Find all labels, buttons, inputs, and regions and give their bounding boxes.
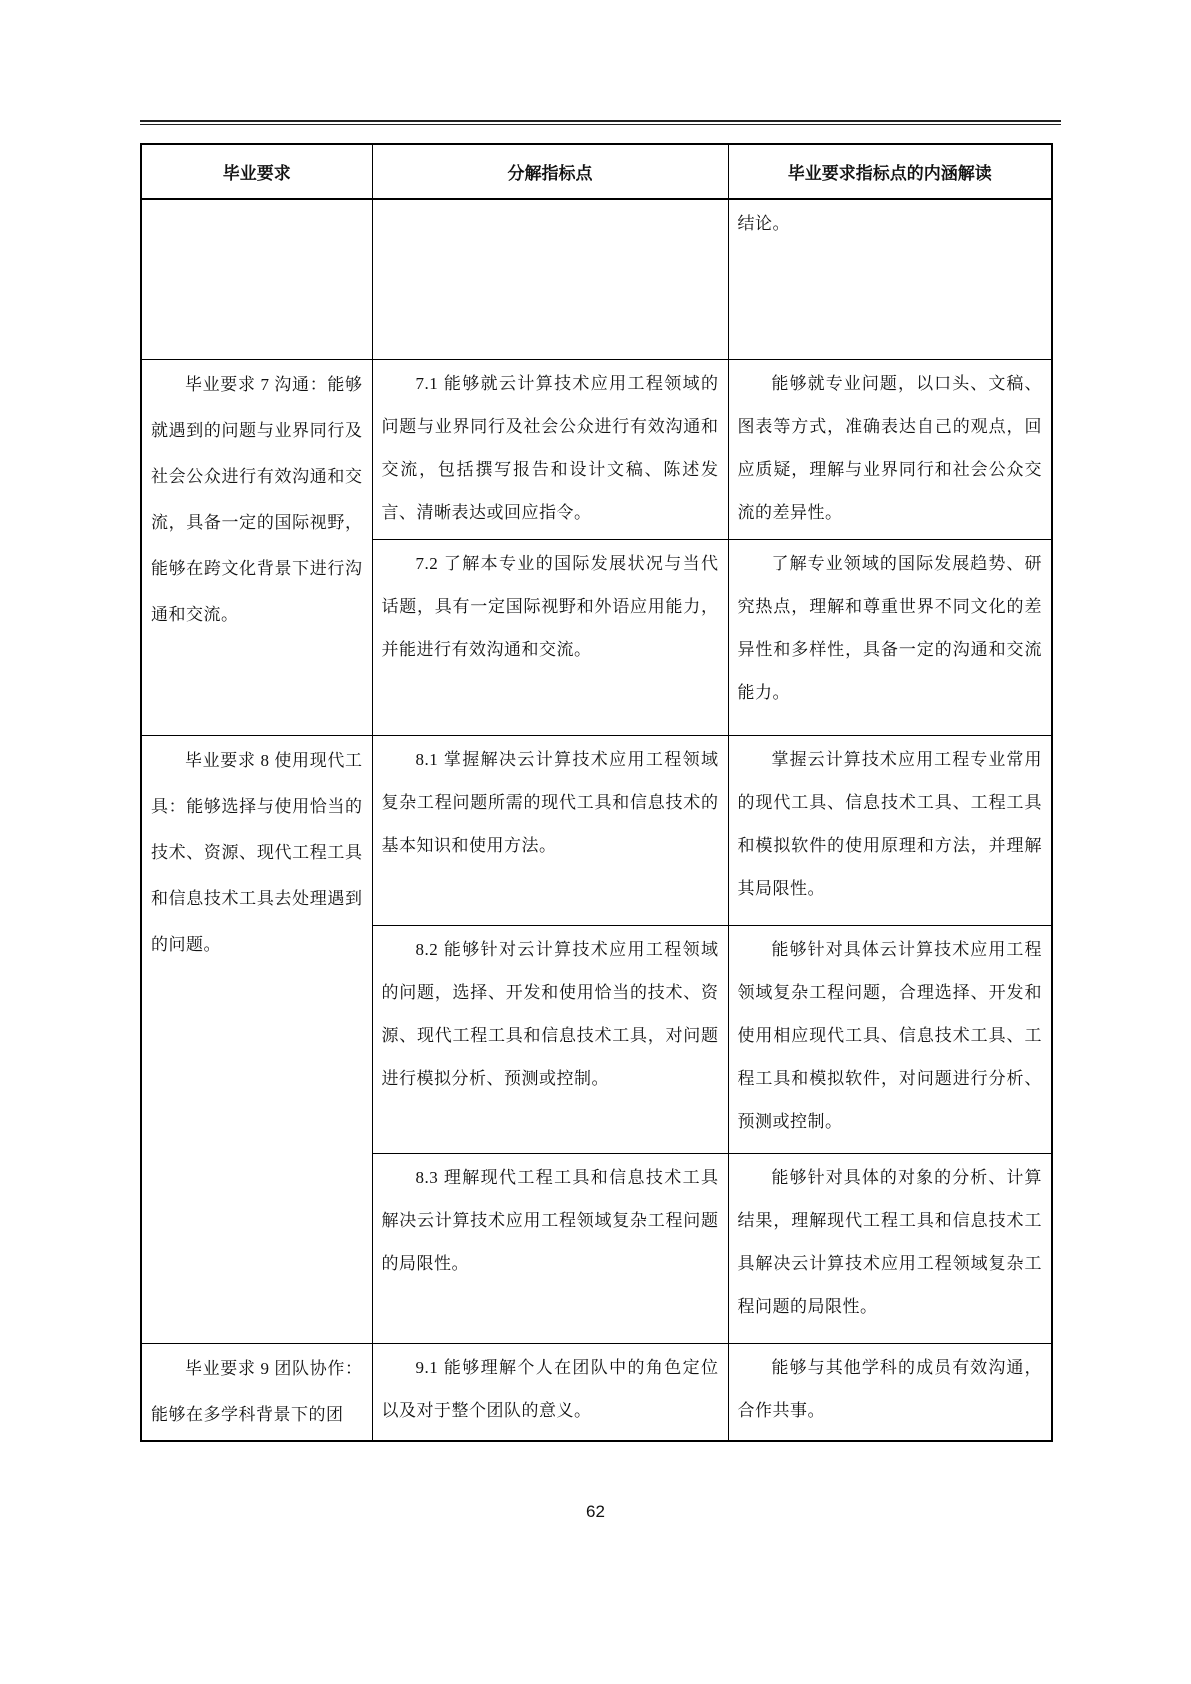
interpretation-7-2-text: 了解专业领域的国际发展趋势、研究热点，理解和尊重世界不同文化的差异性和多样性，具备一定的沟通和交流能力。 bbox=[737, 553, 1042, 702]
interpretation-7-1-text: 能够就专业问题，以口头、文稿、图表等方式，准确表达自己的观点，回应质疑，理解与业界同行和社会公众交流的差异性。 bbox=[737, 373, 1042, 522]
indicator-8-1-text: 8.1 掌握解决云计算技术应用工程领域复杂工程问题所需的现代工具和信息技术的基本知识和使用方法。 bbox=[381, 749, 719, 855]
indicator-8-2-text: 8.2 能够针对云计算技术应用工程领域的问题，选择、开发和使用恰当的技术、资源、现代工程工具和信息技术工具，对问题进行模拟分析、预测或控制。 bbox=[381, 939, 719, 1088]
indicator-cell-continuation bbox=[372, 199, 728, 359]
page-number: 62 bbox=[586, 1502, 605, 1521]
indicator-cell-8-2 bbox=[372, 925, 728, 1153]
requirement-8-text: 毕业要求 8 使用现代工具：能够选择与使用恰当的技术、资源、现代工程工具和信息技术工具去处理遇到的问题。 bbox=[151, 750, 363, 954]
indicator-cell-7-1 bbox=[372, 359, 728, 539]
req-cell-7 bbox=[141, 359, 372, 735]
indicator-7-2-text: 7.2 了解本专业的国际发展状况与当代话题，具有一定国际视野和外语应用能力，并能进行有效沟通和交流。 bbox=[381, 553, 719, 659]
req-cell-8 bbox=[141, 735, 372, 1343]
interpretation-cell-continuation bbox=[728, 199, 1052, 359]
table-row-8-1 bbox=[141, 735, 1052, 925]
graduation-requirements-table bbox=[140, 143, 1053, 1442]
indicator-cell-8-1 bbox=[372, 735, 728, 925]
indicator-cell-8-3 bbox=[372, 1153, 728, 1343]
interpretation-8-3-text: 能够针对具体的对象的分析、计算结果，理解现代工程工具和信息技术工具解决云计算技术应用工程领域复杂工程问题的局限性。 bbox=[737, 1167, 1042, 1316]
req-cell-9 bbox=[141, 1343, 372, 1441]
interpretation-9-1-text: 能够与其他学科的成员有效沟通，合作共事。 bbox=[737, 1357, 1042, 1420]
table-header-row bbox=[141, 144, 1052, 199]
interpretation-cell-8-3 bbox=[728, 1153, 1052, 1343]
interpretation-cell-9-1 bbox=[728, 1343, 1052, 1441]
req-cell-continuation bbox=[141, 199, 372, 359]
indicator-8-3-text: 8.3 理解现代工程工具和信息技术工具解决云计算技术应用工程领域复杂工程问题的局限性。 bbox=[381, 1167, 719, 1273]
indicator-7-1-text: 7.1 能够就云计算技术应用工程领域的问题与业界同行及社会公众进行有效沟通和交流，包括撰写报告和设计文稿、陈述发言、清晰表达或回应指令。 bbox=[381, 373, 719, 522]
indicator-9-1-text: 9.1 能够理解个人在团队中的角色定位以及对于整个团队的意义。 bbox=[381, 1357, 719, 1420]
interpretation-cell-7-2 bbox=[728, 539, 1052, 735]
requirement-9-text: 毕业要求 9 团队协作：能够在多学科背景下的团 bbox=[151, 1358, 363, 1424]
indicator-cell-9-1 bbox=[372, 1343, 728, 1441]
interpretation-text-continuation: 结论。 bbox=[737, 214, 790, 233]
table-row-continuation bbox=[141, 199, 1052, 359]
requirement-7-text: 毕业要求 7 沟通：能够就遇到的问题与业界同行及社会公众进行有效沟通和交流，具备一定的国际视野，能够在跨文化背景下进行沟通和交流。 bbox=[151, 374, 363, 624]
interpretation-8-2-text: 能够针对具体云计算技术应用工程领域复杂工程问题，合理选择、开发和使用相应现代工具、信息技术工具、工程工具和模拟软件，对问题进行分析、预测或控制。 bbox=[737, 939, 1042, 1131]
interpretation-cell-7-1 bbox=[728, 359, 1052, 539]
header-graduation-requirement: 毕业要求 bbox=[141, 144, 372, 199]
interpretation-cell-8-2 bbox=[728, 925, 1052, 1153]
table-row-7-1 bbox=[141, 359, 1052, 539]
header-indicator-interpretation: 毕业要求指标点的内涵解读 bbox=[728, 144, 1052, 199]
indicator-cell-7-2 bbox=[372, 539, 728, 735]
interpretation-8-1-text: 掌握云计算技术应用工程专业常用的现代工具、信息技术工具、工程工具和模拟软件的使用原理和方法，并理解其局限性。 bbox=[737, 749, 1042, 898]
page-header-rule bbox=[140, 120, 1061, 125]
header-decomposed-indicator: 分解指标点 bbox=[372, 144, 728, 199]
interpretation-cell-8-1 bbox=[728, 735, 1052, 925]
table-row-9-1 bbox=[141, 1343, 1052, 1441]
